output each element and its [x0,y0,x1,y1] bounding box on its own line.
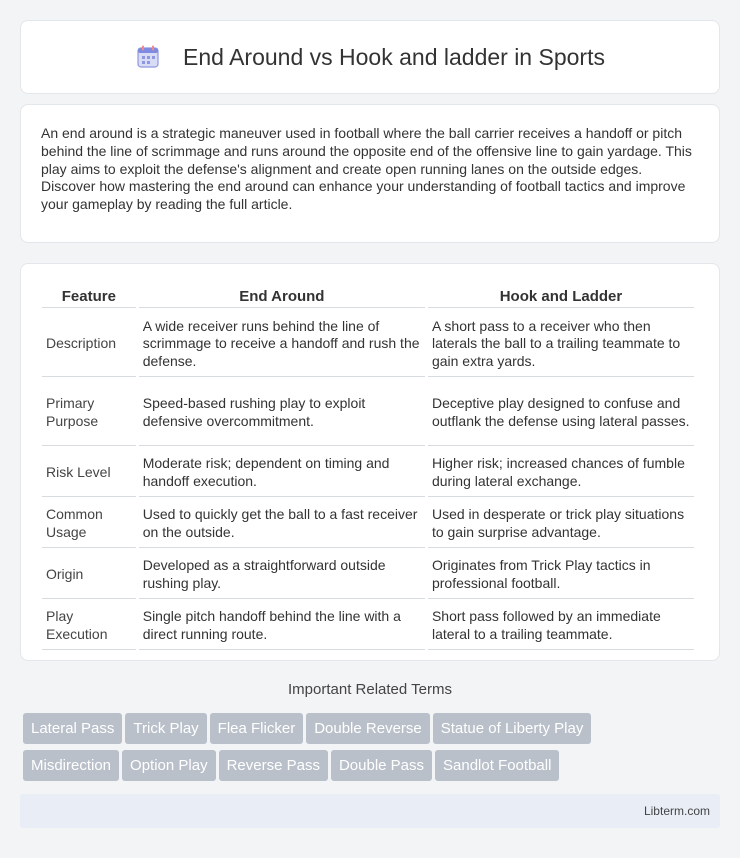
related-terms-list [23,713,723,787]
feature-cell: Play Execution [42,602,136,650]
table-row [42,380,694,446]
comparison-table [39,281,697,653]
intro-card [20,104,720,243]
footer-site-link[interactable]: Libterm.com [643,804,710,818]
hook-and-ladder-cell: Short pass followed by an immediate lateral to a trailing teammate. [428,602,694,650]
header-end-around: End Around [139,284,425,308]
tag-sandlot-football[interactable]: Sandlot Football [435,750,559,781]
comparison-card [20,263,720,661]
hook-and-ladder-cell: A short pass to a receiver who then laterals the ball to a trailing teammate to gain extra yards. [428,311,694,377]
tag-double-pass[interactable]: Double Pass [331,750,432,781]
tag-lateral-pass[interactable]: Lateral Pass [23,713,122,744]
related-terms-heading: Important Related Terms [288,681,452,698]
table-row [42,551,694,599]
feature-cell: Origin [42,551,136,599]
feature-cell: Common Usage [42,500,136,548]
intro-text: An end around is a strategic maneuver used in football where the ball carrier receives a handoff or pitch behind the line of scrimmage and runs around the opposite end of the offensive line to gain yardage. This play aims to exploit the defense's alignment and create open running lanes on the outside edges. Discover how mastering the end around can enhance your understanding of football tactics and improve your gameplay by reading the full article. [41,125,692,213]
hook-and-ladder-cell: Higher risk; increased chances of fumble during lateral exchange. [428,449,694,497]
end-around-cell: Used to quickly get the ball to a fast receiver on the outside. [139,500,425,548]
feature-cell: Primary Purpose [42,380,136,446]
page-title: End Around vs Hook and ladder in Sports [183,43,605,70]
table-row [42,602,694,650]
tag-misdirection[interactable]: Misdirection [23,750,119,781]
end-around-cell: Moderate risk; dependent on timing and handoff execution. [139,449,425,497]
header-feature: Feature [42,284,136,308]
feature-cell: Description [42,311,136,377]
end-around-cell: A wide receiver runs behind the line of scrimmage to receive a handoff and rush the defense. [139,311,425,377]
header-hook-and-ladder: Hook and Ladder [428,284,694,308]
table-row [42,449,694,497]
tag-double-reverse[interactable]: Double Reverse [306,713,430,744]
tag-flea-flicker[interactable]: Flea Flicker [210,713,304,744]
tag-trick-play[interactable]: Trick Play [125,713,206,744]
tag-statue-of-liberty-play[interactable]: Statue of Liberty Play [433,713,592,744]
table-row [42,500,694,548]
footer [20,794,720,828]
title-card [20,20,720,94]
end-around-cell: Developed as a straightforward outside rushing play. [139,551,425,599]
calendar-icon [135,44,161,70]
end-around-cell: Single pitch handoff behind the line with a direct running route. [139,602,425,650]
hook-and-ladder-cell: Used in desperate or trick play situations to gain surprise advantage. [428,500,694,548]
tag-option-play[interactable]: Option Play [122,750,216,781]
table-header-row [42,284,694,308]
hook-and-ladder-cell: Deceptive play designed to confuse and outflank the defense using lateral passes. [428,380,694,446]
end-around-cell: Speed-based rushing play to exploit defensive overcommitment. [139,380,425,446]
hook-and-ladder-cell: Originates from Trick Play tactics in professional football. [428,551,694,599]
feature-cell: Risk Level [42,449,136,497]
table-row [42,311,694,377]
tag-reverse-pass[interactable]: Reverse Pass [219,750,328,781]
